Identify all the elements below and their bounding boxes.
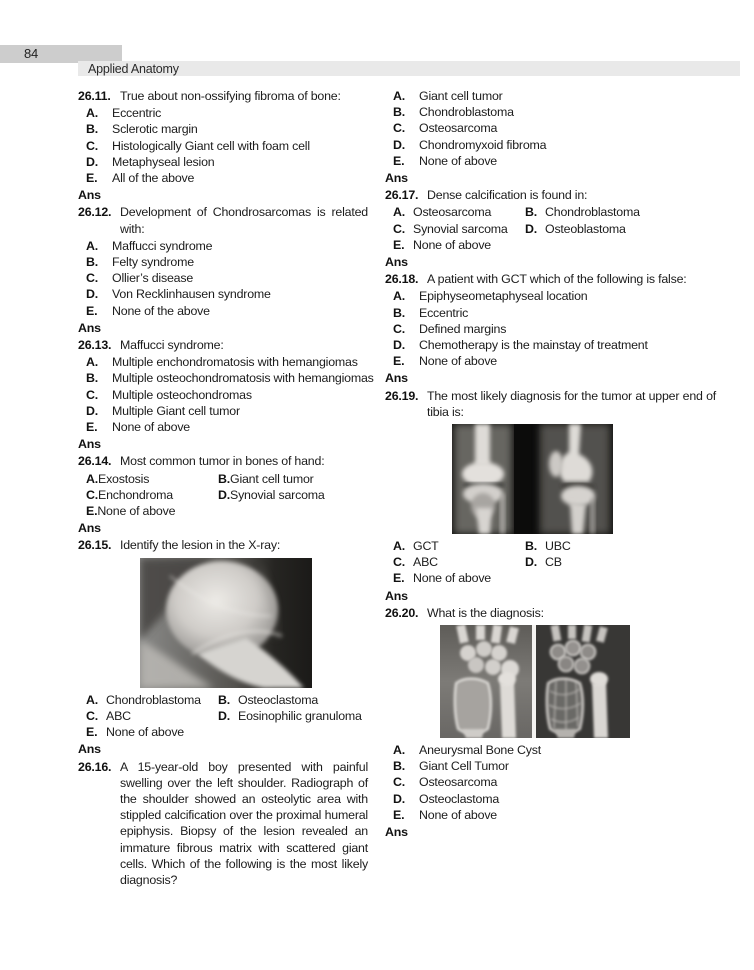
option-letter: B. (218, 692, 230, 707)
option-label: Multiple osteochondromatosis with hemangiomas (112, 371, 374, 386)
option-label: Metaphyseal lesion (112, 154, 215, 169)
question-number: 26.19. (385, 388, 419, 403)
option-label: Eccentric (419, 305, 469, 320)
option-cell (385, 204, 517, 220)
option-label: Giant Cell Tumor (419, 759, 509, 774)
option-letter: C. (393, 321, 405, 336)
option-letter: A. (393, 539, 405, 554)
option-row (78, 724, 368, 740)
question (78, 537, 368, 553)
option-letter: C. (86, 487, 98, 502)
option-row (78, 286, 368, 302)
option-label: Felty syndrome (112, 255, 194, 270)
question-text: True about non-ossifying fibroma of bone: (120, 89, 341, 103)
option-row (385, 237, 716, 253)
option-letter: C. (393, 775, 405, 790)
option-letter: A. (86, 692, 98, 707)
option-letter: A. (86, 471, 98, 486)
option-row (385, 791, 716, 807)
option-letter: D. (86, 154, 98, 169)
option-row (385, 570, 716, 586)
option-letter: B. (86, 371, 98, 386)
option-letter: B. (393, 759, 405, 774)
question-number: 26.11. (78, 89, 111, 103)
option-cell (385, 237, 517, 253)
option-row (385, 807, 716, 823)
option-letter: A. (86, 238, 98, 253)
option-row (385, 204, 716, 220)
answer-label: Ans (385, 588, 408, 603)
option-cell (210, 708, 368, 724)
option-row (385, 554, 716, 570)
question (78, 337, 368, 353)
option-letter: D. (393, 137, 405, 152)
option-cell (78, 692, 210, 708)
two-column-layout (78, 88, 716, 889)
option-row (385, 337, 716, 353)
option-row (78, 138, 368, 154)
option-row (385, 221, 716, 237)
option-cell (385, 554, 517, 570)
option-label: Osteosarcoma (419, 775, 498, 790)
option-label: Exostosis (98, 471, 150, 486)
option-row (78, 692, 368, 708)
option-label: ABC (413, 555, 438, 570)
option-row (78, 121, 368, 137)
option-row (385, 305, 716, 321)
option-label: Maffucci syndrome (112, 238, 213, 253)
shoulder-xray-graphic (140, 558, 312, 688)
option-letter: C. (86, 138, 98, 153)
option-row (78, 170, 368, 186)
question-text: The most likely diagnosis for the tumor at upper end of tibia is: (427, 388, 716, 419)
question-text: Maffucci syndrome: (120, 338, 224, 353)
option-letter: C. (393, 121, 405, 136)
option-label: None of above (419, 354, 497, 369)
option-row (385, 288, 716, 304)
option-cell (210, 471, 368, 487)
option-row (78, 503, 368, 519)
option-row (78, 403, 368, 419)
option-cell (517, 538, 716, 554)
option-row (78, 354, 368, 370)
question-text: Development of Chondrosarcomas is related with: (120, 205, 368, 236)
option-cell (517, 204, 716, 220)
option-row (385, 104, 716, 120)
question-number: 26.14. (78, 454, 112, 469)
option-label: None of above (413, 237, 491, 252)
option-label: Synovial sarcoma (413, 221, 508, 236)
answer-label: Ans (78, 320, 101, 335)
option-label: Enchondroma (98, 487, 173, 502)
option-letter: E. (393, 571, 405, 586)
question-number: 26.18. (385, 272, 419, 287)
question-number: 26.12. (78, 205, 112, 220)
option-label: Osteoclastoma (419, 791, 500, 806)
option-letter: B. (393, 305, 405, 320)
option-letter: D. (525, 555, 537, 570)
question (385, 605, 716, 621)
option-label: Osteoblastoma (545, 221, 626, 236)
option-row (385, 88, 716, 104)
question-number: 26.15. (78, 538, 112, 553)
page-number: 84 (24, 46, 39, 61)
option-label: None of above (419, 807, 497, 822)
option-label: ABC (106, 708, 131, 723)
option-letter: D. (393, 791, 405, 806)
option-label: Osteoclastoma (238, 692, 319, 707)
shoulder-xray-image (140, 558, 312, 688)
option-letter: D. (525, 221, 537, 236)
option-cell (385, 570, 517, 586)
option-cell (385, 538, 517, 554)
option-row (78, 254, 368, 270)
option-letter: A. (86, 355, 98, 370)
option-row (385, 137, 716, 153)
option-cell (78, 471, 210, 487)
left-column (78, 88, 374, 889)
option-row (78, 487, 368, 503)
option-letter: C. (86, 387, 98, 402)
option-label: None of above (106, 725, 184, 740)
option-letter: A. (393, 743, 405, 758)
option-label: CB (545, 555, 562, 570)
option-letter: B. (218, 471, 230, 486)
option-label: Giant cell tumor (230, 471, 314, 486)
option-row (78, 419, 368, 435)
option-label: GCT (413, 539, 439, 554)
option-letter: C. (86, 708, 98, 723)
option-cell (78, 503, 210, 519)
option-row (78, 370, 374, 386)
option-letter: A. (393, 205, 405, 220)
option-row (385, 538, 716, 554)
option-cell (210, 692, 368, 708)
option-label: Multiple enchondromatosis with hemangiomas (112, 355, 358, 370)
answer-label: Ans (385, 371, 408, 386)
option-label: Eosinophilic granuloma (238, 708, 362, 723)
option-letter: A. (393, 289, 405, 304)
answer-label: Ans (385, 255, 408, 270)
option-letter: A. (86, 106, 98, 121)
option-row (78, 471, 368, 487)
option-row (385, 120, 716, 136)
option-row (385, 774, 716, 790)
question-number: 26.13. (78, 338, 112, 353)
option-label: Chondroblastoma (419, 105, 514, 120)
option-label: Chemotherapy is the mainstay of treatment (419, 338, 648, 353)
question-text: A 15-year-old boy presented with painful swelling over the left shoulder. Radiograph of the shoulder showed an osteolytic area with stippled calcification over the proximal humeral epiphysis. Biopsy of the lesion revealed an immature fibrous matrix with scattered giant cells. Which of the following is the most likely diagnosis? (120, 759, 368, 887)
question-number: 26.20. (385, 605, 419, 620)
option-label: UBC (545, 539, 571, 554)
option-letter: D. (218, 708, 230, 723)
option-cell (385, 221, 517, 237)
question (385, 271, 716, 287)
option-letter: E. (393, 807, 405, 822)
wrist-xray-image (440, 625, 630, 738)
option-label: Osteosarcoma (413, 205, 492, 220)
knee-xray-image (452, 424, 613, 534)
answer-label: Ans (78, 521, 101, 536)
option-cell (517, 221, 716, 237)
option-letter: E. (86, 504, 98, 519)
option-letter: E. (86, 303, 98, 318)
option-cell (78, 487, 210, 503)
question (78, 759, 368, 889)
option-letter: B. (525, 205, 537, 220)
question-number: 26.16. (78, 759, 112, 774)
option-label: None of the above (112, 303, 210, 318)
answer-label: Ans (78, 188, 101, 203)
option-cell (517, 554, 716, 570)
option-label: Synovial sarcoma (230, 487, 325, 502)
option-letter: E. (86, 420, 98, 435)
wrist-xray-graphic (440, 625, 630, 738)
option-letter: D. (218, 487, 230, 502)
option-label: Histologically Giant cell with foam cell (112, 138, 310, 153)
answer-label: Ans (385, 171, 408, 186)
option-label: Eccentric (112, 106, 162, 121)
option-label: All of the above (112, 171, 195, 186)
option-row (78, 303, 368, 319)
answer-label: Ans (385, 825, 408, 840)
question-text: Identify the lesion in the X-ray: (120, 538, 281, 553)
option-row (385, 742, 716, 758)
option-letter: B. (86, 122, 98, 137)
option-label: Osteosarcoma (419, 121, 498, 136)
option-cell (78, 724, 210, 740)
option-label: Defined margins (419, 321, 507, 336)
question (78, 453, 368, 469)
chapter-header-band (78, 61, 740, 76)
answer-label: Ans (78, 437, 101, 452)
option-row (385, 321, 716, 337)
right-column (385, 88, 716, 841)
question-number: 26.17. (385, 188, 419, 203)
option-label: Chondromyxoid fibroma (419, 137, 547, 152)
option-label: None of above (419, 153, 497, 168)
option-letter: D. (393, 338, 405, 353)
option-letter: C. (393, 555, 405, 570)
question (385, 388, 716, 420)
option-letter: D. (86, 403, 98, 418)
knee-xray-graphic (452, 424, 613, 534)
option-letter: A. (393, 89, 405, 103)
option-row (78, 105, 368, 121)
question-text: A patient with GCT which of the following is false: (427, 272, 687, 287)
option-row (78, 154, 368, 170)
option-row (78, 270, 368, 286)
option-letter: B. (525, 539, 537, 554)
option-label: Chondroblastoma (106, 692, 201, 707)
option-label: Multiple osteochondromas (112, 387, 252, 402)
option-letter: E. (393, 354, 405, 369)
option-cell (210, 487, 368, 503)
option-label: Aneurysmal Bone Cyst (419, 743, 542, 758)
option-letter: E. (393, 237, 405, 252)
option-label: Chondroblastoma (545, 205, 640, 220)
answer-label: Ans (78, 742, 101, 757)
option-letter: E. (86, 725, 98, 740)
option-letter: E. (393, 153, 405, 168)
option-label: None of above (97, 504, 176, 519)
question-text: Most common tumor in bones of hand: (120, 454, 325, 469)
option-label: Epiphyseometaphyseal location (419, 289, 588, 304)
option-letter: D. (86, 287, 98, 302)
option-letter: E. (86, 171, 98, 186)
option-row (385, 758, 716, 774)
question-text: Dense calcification is found in: (427, 188, 588, 203)
option-row (78, 708, 368, 724)
option-row (78, 238, 368, 254)
option-label: None of above (413, 571, 491, 586)
option-row (385, 353, 716, 369)
question-text: What is the diagnosis: (427, 605, 544, 620)
option-label: Giant cell tumor (419, 89, 503, 103)
option-cell (78, 708, 210, 724)
option-label: Multiple Giant cell tumor (112, 403, 240, 418)
option-row (78, 387, 368, 403)
question (78, 88, 368, 104)
option-letter: C. (393, 221, 405, 236)
option-letter: C. (86, 271, 98, 286)
option-row (385, 153, 716, 169)
option-label: Sclerotic margin (112, 122, 198, 137)
option-label: Von Recklinhausen syndrome (112, 287, 271, 302)
option-label: Ollier’s disease (112, 271, 194, 286)
question (78, 204, 368, 236)
option-letter: B. (393, 105, 405, 120)
chapter-title: Applied Anatomy (88, 62, 179, 76)
option-letter: B. (86, 255, 98, 270)
question (385, 187, 716, 203)
option-label: None of above (112, 420, 190, 435)
